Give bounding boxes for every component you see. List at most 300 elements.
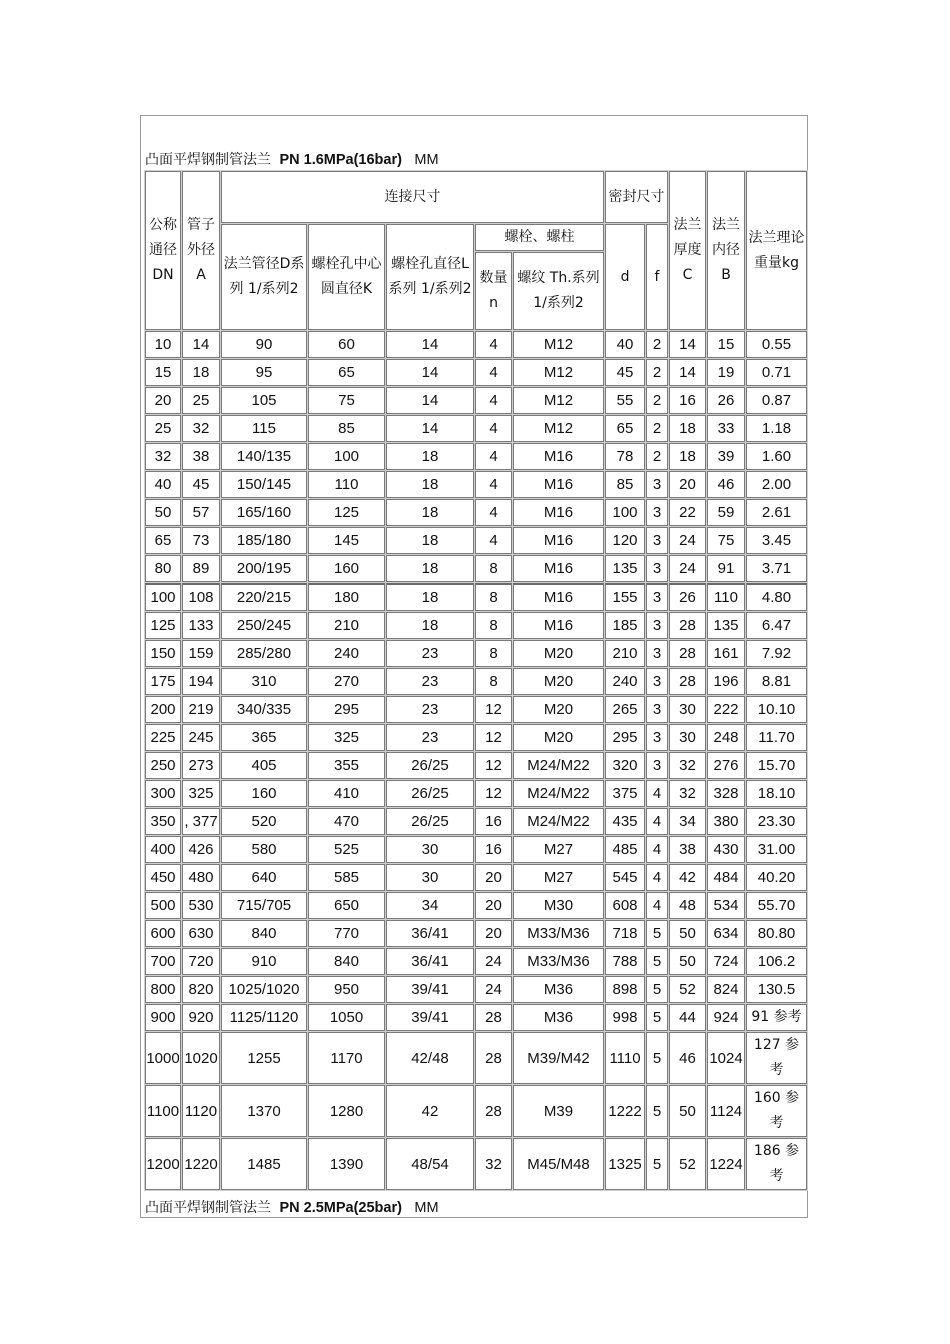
cell-count: 28 [475, 1085, 512, 1137]
cell-seal-f: 2 [646, 359, 668, 386]
cell-seal-f: 2 [646, 443, 668, 470]
cell-seal-f: 4 [646, 780, 668, 807]
cell-bolt-hole: 42 [386, 1085, 474, 1137]
cell-thickness: 24 [669, 527, 706, 554]
cell-inner: 75 [707, 527, 745, 554]
cell-weight: 31.00 [746, 836, 807, 863]
cell-weight: 0.55 [746, 331, 807, 358]
cell-thread: M16 [513, 527, 604, 554]
cell-bolt-hole: 14 [386, 415, 474, 442]
cell-dn: 900 [145, 1004, 181, 1031]
cell-flange-d: 105 [221, 387, 307, 414]
cell-thickness: 52 [669, 976, 706, 1003]
cell-dn: 250 [145, 752, 181, 779]
cell-seal-d: 100 [605, 499, 645, 526]
cell-od: 159 [182, 640, 220, 667]
table-row [145, 1004, 807, 1031]
cell-dn: 15 [145, 359, 181, 386]
cell-od: 245 [182, 724, 220, 751]
table-row [145, 948, 807, 975]
cell-weight: 4.80 [746, 583, 807, 611]
header-bolts: 螺栓、螺柱 [475, 224, 604, 251]
cell-seal-f: 2 [646, 331, 668, 358]
cell-thickness: 28 [669, 668, 706, 695]
cell-thread: M16 [513, 583, 604, 611]
cell-thread: M12 [513, 387, 604, 414]
table-row [145, 780, 807, 807]
cell-seal-f: 3 [646, 640, 668, 667]
cell-flange-d: 340/335 [221, 696, 307, 723]
table-body [145, 331, 807, 1190]
cell-od: 325 [182, 780, 220, 807]
cell-thickness: 16 [669, 387, 706, 414]
table-caption-pn16 [145, 149, 439, 169]
cell-flange-d: 715/705 [221, 892, 307, 919]
cell-dn: 500 [145, 892, 181, 919]
cell-inner: 724 [707, 948, 745, 975]
cell-seal-d: 295 [605, 724, 645, 751]
cell-bolt-circle: 650 [308, 892, 385, 919]
cell-bolt-circle: 210 [308, 612, 385, 639]
cell-seal-f: 3 [646, 612, 668, 639]
header-weight: 法兰理论重量kg [746, 171, 807, 330]
cell-inner: 248 [707, 724, 745, 751]
cell-inner: 924 [707, 1004, 745, 1031]
cell-flange-d: 910 [221, 948, 307, 975]
cell-thread: M24/M22 [513, 808, 604, 835]
cell-thread: M16 [513, 555, 604, 582]
cell-thickness: 14 [669, 331, 706, 358]
cell-seal-d: 718 [605, 920, 645, 947]
cell-count: 8 [475, 640, 512, 667]
cell-seal-d: 155 [605, 583, 645, 611]
cell-bolt-circle: 525 [308, 836, 385, 863]
cell-thread: M20 [513, 696, 604, 723]
cell-bolt-hole: 23 [386, 696, 474, 723]
cell-bolt-circle: 585 [308, 864, 385, 891]
cell-dn: 150 [145, 640, 181, 667]
cell-inner: 46 [707, 471, 745, 498]
cell-bolt-hole: 34 [386, 892, 474, 919]
cell-thread: M20 [513, 640, 604, 667]
cell-count: 4 [475, 415, 512, 442]
cell-weight: 10.10 [746, 696, 807, 723]
cell-dn: 350 [145, 808, 181, 835]
cell-seal-f: 4 [646, 864, 668, 891]
cell-thickness: 44 [669, 1004, 706, 1031]
caption-title: 凸面平焊钢制管法兰 [145, 1200, 271, 1216]
cell-thickness: 50 [669, 948, 706, 975]
cell-thickness: 20 [669, 471, 706, 498]
cell-flange-d: 160 [221, 780, 307, 807]
cell-thickness: 52 [669, 1138, 706, 1190]
cell-seal-f: 4 [646, 836, 668, 863]
cell-seal-d: 1222 [605, 1085, 645, 1137]
cell-seal-f: 3 [646, 724, 668, 751]
cell-thread: M36 [513, 1004, 604, 1031]
cell-thread: M24/M22 [513, 752, 604, 779]
cell-seal-f: 3 [646, 696, 668, 723]
cell-seal-f: 3 [646, 752, 668, 779]
cell-thickness: 30 [669, 724, 706, 751]
caption-unit: MM [414, 1200, 439, 1216]
cell-thread: M30 [513, 892, 604, 919]
cell-seal-d: 55 [605, 387, 645, 414]
cell-thread: M45/M48 [513, 1138, 604, 1190]
header-connection: 连接尺寸 [221, 171, 604, 223]
cell-weight: 130.5 [746, 976, 807, 1003]
cell-weight: 11.70 [746, 724, 807, 751]
cell-od: 480 [182, 864, 220, 891]
table-row [145, 471, 807, 498]
cell-seal-f: 2 [646, 415, 668, 442]
cell-bolt-circle: 410 [308, 780, 385, 807]
cell-seal-f: 5 [646, 1138, 668, 1190]
cell-count: 12 [475, 696, 512, 723]
cell-od: 32 [182, 415, 220, 442]
cell-thread: M16 [513, 443, 604, 470]
cell-seal-d: 545 [605, 864, 645, 891]
cell-count: 4 [475, 471, 512, 498]
header-inner: 法兰内径B [707, 171, 745, 330]
cell-weight: 2.00 [746, 471, 807, 498]
cell-count: 12 [475, 752, 512, 779]
cell-count: 24 [475, 976, 512, 1003]
caption-pressure: PN 1.6MPa(16bar) [279, 152, 402, 168]
cell-seal-d: 320 [605, 752, 645, 779]
cell-weight: 40.20 [746, 864, 807, 891]
cell-inner: 59 [707, 499, 745, 526]
table-row [145, 499, 807, 526]
cell-dn: 400 [145, 836, 181, 863]
cell-seal-d: 65 [605, 415, 645, 442]
header-count: 数量n [475, 252, 512, 330]
cell-weight: 1.60 [746, 443, 807, 470]
cell-count: 12 [475, 724, 512, 751]
cell-seal-f: 3 [646, 555, 668, 582]
cell-bolt-circle: 325 [308, 724, 385, 751]
cell-count: 20 [475, 892, 512, 919]
cell-seal-d: 1325 [605, 1138, 645, 1190]
cell-inner: 1224 [707, 1138, 745, 1190]
header-bolt-circle: 螺栓孔中心圆直径K [308, 224, 385, 330]
cell-seal-f: 3 [646, 668, 668, 695]
caption-pressure: PN 2.5MPa(25bar) [279, 1200, 402, 1216]
cell-thickness: 32 [669, 780, 706, 807]
cell-dn: 700 [145, 948, 181, 975]
cell-od: 1120 [182, 1085, 220, 1137]
cell-bolt-hole: 18 [386, 443, 474, 470]
cell-bolt-hole: 39/41 [386, 976, 474, 1003]
cell-thickness: 24 [669, 555, 706, 582]
cell-bolt-hole: 26/25 [386, 752, 474, 779]
cell-thread: M27 [513, 836, 604, 863]
cell-bolt-circle: 840 [308, 948, 385, 975]
cell-flange-d: 220/215 [221, 583, 307, 611]
cell-count: 8 [475, 555, 512, 582]
cell-dn: 300 [145, 780, 181, 807]
cell-seal-d: 1110 [605, 1032, 645, 1084]
cell-dn: 175 [145, 668, 181, 695]
cell-thickness: 50 [669, 1085, 706, 1137]
cell-bolt-hole: 18 [386, 612, 474, 639]
cell-seal-f: 5 [646, 1004, 668, 1031]
table-row [145, 415, 807, 442]
cell-thickness: 28 [669, 612, 706, 639]
table-row [145, 640, 807, 667]
cell-flange-d: 90 [221, 331, 307, 358]
cell-thickness: 26 [669, 583, 706, 611]
cell-seal-d: 788 [605, 948, 645, 975]
cell-count: 4 [475, 527, 512, 554]
table-row [145, 892, 807, 919]
cell-bolt-hole: 36/41 [386, 920, 474, 947]
cell-flange-d: 365 [221, 724, 307, 751]
cell-count: 4 [475, 387, 512, 414]
cell-inner: 110 [707, 583, 745, 611]
cell-seal-d: 210 [605, 640, 645, 667]
cell-od: 133 [182, 612, 220, 639]
table-row [145, 668, 807, 695]
table-row [145, 1085, 807, 1137]
cell-seal-f: 3 [646, 471, 668, 498]
cell-od: 38 [182, 443, 220, 470]
cell-bolt-circle: 355 [308, 752, 385, 779]
cell-od: 57 [182, 499, 220, 526]
cell-seal-d: 998 [605, 1004, 645, 1031]
cell-flange-d: 1485 [221, 1138, 307, 1190]
cell-od: 25 [182, 387, 220, 414]
cell-bolt-hole: 30 [386, 864, 474, 891]
table-row [145, 331, 807, 358]
cell-count: 20 [475, 864, 512, 891]
cell-seal-f: 3 [646, 527, 668, 554]
cell-count: 8 [475, 612, 512, 639]
cell-thread: M12 [513, 415, 604, 442]
cell-thickness: 48 [669, 892, 706, 919]
cell-inner: 634 [707, 920, 745, 947]
flange-spec-table [144, 170, 808, 1191]
cell-seal-d: 135 [605, 555, 645, 582]
cell-count: 8 [475, 668, 512, 695]
cell-weight: 91 参考 [746, 1004, 807, 1031]
cell-thread: M20 [513, 668, 604, 695]
cell-bolt-hole: 30 [386, 836, 474, 863]
cell-bolt-hole: 18 [386, 499, 474, 526]
cell-thickness: 28 [669, 640, 706, 667]
cell-seal-f: 3 [646, 583, 668, 611]
cell-inner: 534 [707, 892, 745, 919]
cell-seal-d: 608 [605, 892, 645, 919]
cell-bolt-circle: 85 [308, 415, 385, 442]
cell-count: 4 [475, 443, 512, 470]
cell-weight: 0.71 [746, 359, 807, 386]
cell-thread: M33/M36 [513, 920, 604, 947]
cell-inner: 196 [707, 668, 745, 695]
cell-dn: 40 [145, 471, 181, 498]
cell-bolt-circle: 75 [308, 387, 385, 414]
cell-bolt-circle: 100 [308, 443, 385, 470]
cell-weight: 186 参考 [746, 1138, 807, 1190]
cell-od: 89 [182, 555, 220, 582]
cell-bolt-hole: 14 [386, 387, 474, 414]
cell-seal-d: 40 [605, 331, 645, 358]
cell-thread: M39/M42 [513, 1032, 604, 1084]
cell-od: 194 [182, 668, 220, 695]
cell-flange-d: 580 [221, 836, 307, 863]
cell-count: 28 [475, 1032, 512, 1084]
cell-dn: 1100 [145, 1085, 181, 1137]
cell-seal-f: 5 [646, 920, 668, 947]
cell-od: 530 [182, 892, 220, 919]
cell-flange-d: 165/160 [221, 499, 307, 526]
cell-seal-d: 435 [605, 808, 645, 835]
cell-seal-f: 4 [646, 892, 668, 919]
table-row [145, 976, 807, 1003]
cell-seal-f: 4 [646, 808, 668, 835]
cell-seal-d: 85 [605, 471, 645, 498]
cell-bolt-hole: 23 [386, 640, 474, 667]
cell-inner: 1124 [707, 1085, 745, 1137]
table-row [145, 359, 807, 386]
cell-bolt-hole: 26/25 [386, 780, 474, 807]
cell-seal-d: 240 [605, 668, 645, 695]
cell-bolt-hole: 18 [386, 555, 474, 582]
cell-bolt-circle: 1390 [308, 1138, 385, 1190]
cell-weight: 106.2 [746, 948, 807, 975]
caption-unit: MM [414, 152, 439, 168]
cell-thickness: 46 [669, 1032, 706, 1084]
cell-seal-d: 375 [605, 780, 645, 807]
cell-od: 108 [182, 583, 220, 611]
cell-weight: 7.92 [746, 640, 807, 667]
cell-count: 16 [475, 808, 512, 835]
cell-seal-f: 5 [646, 976, 668, 1003]
cell-weight: 2.61 [746, 499, 807, 526]
cell-flange-d: 115 [221, 415, 307, 442]
cell-inner: 135 [707, 612, 745, 639]
header-dn: 公称通径DN [145, 171, 181, 330]
cell-weight: 8.81 [746, 668, 807, 695]
cell-thickness: 22 [669, 499, 706, 526]
cell-od: 426 [182, 836, 220, 863]
cell-flange-d: 520 [221, 808, 307, 835]
cell-count: 32 [475, 1138, 512, 1190]
cell-count: 4 [475, 499, 512, 526]
cell-bolt-circle: 770 [308, 920, 385, 947]
cell-thickness: 50 [669, 920, 706, 947]
cell-thread: M12 [513, 359, 604, 386]
cell-count: 28 [475, 1004, 512, 1031]
cell-weight: 55.70 [746, 892, 807, 919]
cell-od: 273 [182, 752, 220, 779]
cell-flange-d: 185/180 [221, 527, 307, 554]
cell-dn: 10 [145, 331, 181, 358]
cell-weight: 6.47 [746, 612, 807, 639]
cell-thread: M24/M22 [513, 780, 604, 807]
cell-thickness: 38 [669, 836, 706, 863]
cell-count: 8 [475, 583, 512, 611]
cell-dn: 600 [145, 920, 181, 947]
table-row [145, 612, 807, 639]
cell-bolt-circle: 110 [308, 471, 385, 498]
cell-bolt-hole: 39/41 [386, 1004, 474, 1031]
cell-od: 820 [182, 976, 220, 1003]
cell-count: 12 [475, 780, 512, 807]
cell-thread: M16 [513, 499, 604, 526]
cell-bolt-circle: 1170 [308, 1032, 385, 1084]
cell-thickness: 30 [669, 696, 706, 723]
cell-thread: M20 [513, 724, 604, 751]
cell-bolt-hole: 36/41 [386, 948, 474, 975]
cell-od: 630 [182, 920, 220, 947]
table-row [145, 555, 807, 582]
table-header [145, 171, 807, 330]
cell-count: 16 [475, 836, 512, 863]
cell-od: 18 [182, 359, 220, 386]
cell-bolt-circle: 270 [308, 668, 385, 695]
cell-weight: 18.10 [746, 780, 807, 807]
cell-dn: 1200 [145, 1138, 181, 1190]
cell-bolt-hole: 18 [386, 583, 474, 611]
cell-thread: M27 [513, 864, 604, 891]
cell-od: 1020 [182, 1032, 220, 1084]
table-row [145, 696, 807, 723]
cell-count: 20 [475, 920, 512, 947]
cell-thickness: 14 [669, 359, 706, 386]
cell-flange-d: 1255 [221, 1032, 307, 1084]
cell-weight: 23.30 [746, 808, 807, 835]
table-row [145, 724, 807, 751]
cell-thread: M39 [513, 1085, 604, 1137]
cell-bolt-hole: 14 [386, 331, 474, 358]
table-row [145, 387, 807, 414]
table-row [145, 443, 807, 470]
table-row [145, 752, 807, 779]
cell-inner: 824 [707, 976, 745, 1003]
cell-weight: 15.70 [746, 752, 807, 779]
cell-flange-d: 285/280 [221, 640, 307, 667]
cell-seal-d: 120 [605, 527, 645, 554]
cell-flange-d: 150/145 [221, 471, 307, 498]
cell-bolt-circle: 470 [308, 808, 385, 835]
header-d: d [605, 224, 645, 330]
cell-count: 4 [475, 359, 512, 386]
cell-dn: 20 [145, 387, 181, 414]
cell-bolt-circle: 950 [308, 976, 385, 1003]
header-sealing: 密封尺寸 [605, 171, 668, 223]
cell-seal-d: 45 [605, 359, 645, 386]
cell-dn: 80 [145, 555, 181, 582]
cell-thread: M33/M36 [513, 948, 604, 975]
cell-inner: 328 [707, 780, 745, 807]
cell-seal-f: 5 [646, 1032, 668, 1084]
cell-inner: 276 [707, 752, 745, 779]
cell-dn: 65 [145, 527, 181, 554]
cell-od: 45 [182, 471, 220, 498]
cell-od: 720 [182, 948, 220, 975]
cell-flange-d: 1370 [221, 1085, 307, 1137]
header-od: 管子外径A [182, 171, 220, 330]
cell-inner: 161 [707, 640, 745, 667]
cell-inner: 1024 [707, 1032, 745, 1084]
cell-weight: 3.45 [746, 527, 807, 554]
table-row [145, 808, 807, 835]
cell-bolt-hole: 18 [386, 527, 474, 554]
cell-inner: 222 [707, 696, 745, 723]
header-flange-d: 法兰管径D系列 1/系列2 [221, 224, 307, 330]
cell-bolt-circle: 65 [308, 359, 385, 386]
